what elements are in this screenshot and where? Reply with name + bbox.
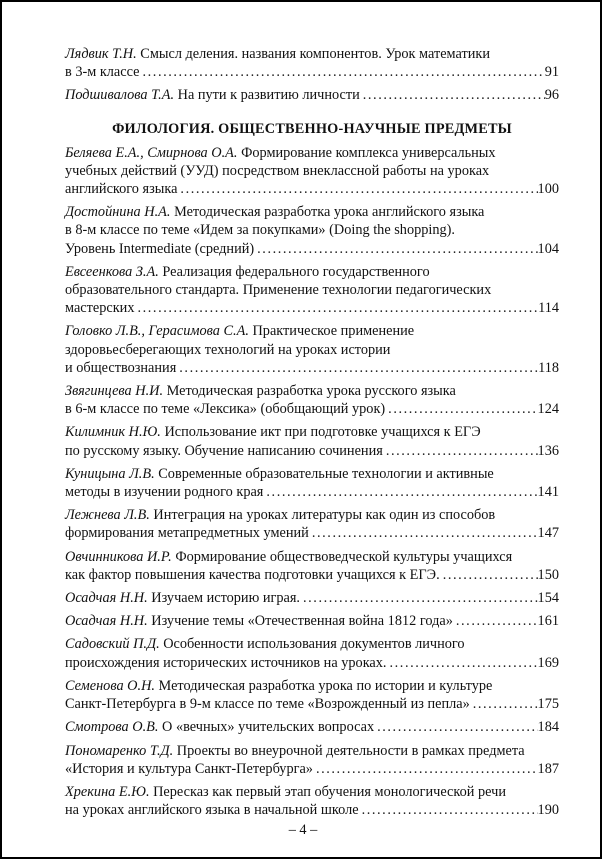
- entry-page-number: 141: [537, 484, 559, 501]
- entry-title-end: методы в изучении родного края: [65, 484, 264, 501]
- entry-page-number: 154: [537, 590, 559, 607]
- entry-title-text: Использование икт при подготовке учащихся к ЕГЭ: [164, 424, 481, 441]
- entry-title-end: как фактор повышения качества подготовки учащихся к ЕГЭ.: [65, 566, 440, 583]
- dot-leader: [385, 400, 537, 418]
- entry-author: Семенова О.Н.: [65, 677, 155, 694]
- dot-leader: [453, 612, 538, 630]
- entry-title-text: [65, 589, 300, 607]
- entry-title-end: Изучаем историю играя.: [151, 590, 300, 607]
- toc-entry[interactable]: [65, 423, 559, 459]
- toc-entry[interactable]: [65, 548, 559, 584]
- entry-title-line: [65, 341, 559, 359]
- dot-leader: [387, 654, 538, 672]
- entry-title-end: и обществознания: [65, 359, 177, 376]
- entry-page-number: 169: [537, 654, 559, 671]
- entry-title-text: Методическая разработка урока английского языка: [174, 204, 485, 221]
- section-title: ФИЛОЛОГИЯ. ОБЩЕСТВЕННО-НАУЧНЫЕ ПРЕДМЕТЫ: [112, 120, 512, 137]
- entry-title-text: [65, 63, 140, 81]
- dot-leader: [440, 566, 538, 584]
- entry-page-number: 136: [537, 442, 559, 459]
- entry-title-text: [65, 654, 387, 672]
- entry-title-text: Практическое применение: [252, 323, 415, 340]
- entry-title-text: [65, 760, 313, 778]
- entry-title-text: [65, 240, 254, 258]
- entry-page-number: 124: [537, 401, 559, 418]
- entry-author: Осадчая Н.Н.: [65, 590, 148, 607]
- entry-title-line: [65, 548, 559, 566]
- toc-entry[interactable]: [65, 45, 559, 81]
- entry-title-end: по русскому языку. Обучение написанию сочинения: [65, 442, 383, 459]
- entry-title-line: [65, 677, 559, 695]
- entry-title-text: [65, 359, 176, 377]
- entry-title-end: формирования метапредметных умений: [65, 525, 309, 542]
- entry-title-text: Формирование комплекса универсальных: [241, 144, 496, 161]
- entry-title-end: в 6-м классе по теме «Лексика» (обобщающий урок): [65, 401, 386, 418]
- toc-entry[interactable]: [65, 144, 559, 199]
- page-number-footer: – 4 –: [288, 822, 318, 838]
- entry-page-number: 161: [537, 613, 559, 630]
- toc-main-list: [65, 144, 559, 820]
- entry-title-text: в 8-м классе по теме «Идем за покупками» (Doing the shopping).: [65, 222, 456, 239]
- entry-title-text: Интеграция на уроках литературы как один из способов: [153, 507, 496, 524]
- entry-title-end: на уроках английского языка в начальной школе: [65, 802, 359, 819]
- table-of-contents: [65, 45, 559, 824]
- entry-title-text: [65, 718, 374, 736]
- entry-title-text: [65, 180, 177, 198]
- entry-last-line: [65, 483, 559, 501]
- entry-author: Садовский П.Д.: [65, 636, 160, 653]
- entry-last-line: [65, 695, 559, 713]
- entry-author: Килимник Н.Ю.: [65, 424, 161, 441]
- entry-title-text: [65, 695, 470, 713]
- entry-last-line: [65, 589, 559, 607]
- toc-entry[interactable]: [65, 506, 559, 542]
- entry-last-line: [65, 524, 559, 542]
- entry-page-number: 118: [538, 359, 559, 376]
- entry-title-line: [65, 203, 559, 221]
- dot-leader: [374, 718, 537, 736]
- toc-entry[interactable]: [65, 635, 559, 671]
- entry-last-line: [65, 63, 559, 81]
- toc-entry[interactable]: [65, 322, 559, 377]
- toc-entry[interactable]: [65, 86, 559, 104]
- toc-top-list: [65, 45, 559, 105]
- entry-page-number: 190: [537, 802, 559, 819]
- dot-leader: [140, 63, 545, 81]
- toc-entry[interactable]: [65, 742, 559, 778]
- entry-title-line: [65, 506, 559, 524]
- entry-author: Куницына Л.В.: [65, 465, 155, 482]
- entry-title-text: учебных действий (УУД) посредством внеклассной работы на уроках: [65, 162, 490, 179]
- dot-leader: [134, 299, 538, 317]
- entry-page-number: 184: [537, 719, 559, 736]
- entry-title-line: [65, 322, 559, 340]
- dot-leader: [470, 695, 538, 713]
- entry-page-number: 147: [537, 525, 559, 542]
- dot-leader: [176, 359, 538, 377]
- entry-title-text: Смысл деления. названия компонентов. Урок математики: [140, 46, 490, 62]
- toc-entry[interactable]: [65, 677, 559, 713]
- entry-author: Смотрова О.В.: [65, 719, 159, 736]
- entry-last-line: [65, 612, 559, 630]
- entry-last-line: [65, 566, 559, 584]
- entry-author: Лядвик Т.Н.: [65, 46, 137, 62]
- entry-title-end: Уровень Intermediate (средний): [65, 240, 255, 257]
- entry-title-text: Проекты во внеурочной деятельности в рамках предмета: [176, 742, 525, 759]
- entry-title-text: [65, 442, 383, 460]
- dot-leader: [309, 524, 538, 542]
- entry-title-text: [65, 400, 385, 418]
- entry-title-end: Санкт-Петербурга в 9-м классе по теме «Возрожденный из пепла»: [65, 696, 470, 713]
- entry-title-end: На пути к развитию личности: [177, 87, 360, 104]
- dot-leader: [383, 442, 538, 460]
- entry-last-line: [65, 400, 559, 418]
- entry-page-number: 96: [544, 87, 559, 104]
- entry-title-end: О «вечных» учительских вопросах: [162, 719, 375, 736]
- entry-author: Головко Л.В., Герасимова С.А.: [65, 323, 249, 340]
- entry-last-line: [65, 801, 559, 819]
- entry-last-line: [65, 240, 559, 258]
- entry-title-text: [65, 801, 359, 819]
- entry-page-number: 187: [537, 760, 559, 777]
- entry-title-text: Пересказ как первый этап обучения монологической речи: [153, 783, 506, 800]
- entry-last-line: [65, 359, 559, 377]
- entry-title-text: Методическая разработка урока русского языка: [166, 383, 456, 400]
- entry-title-text: здоровьесберегающих технологий на уроках истории: [65, 341, 391, 358]
- entry-title-text: Формирование обществоведческой культуры учащихся: [175, 548, 513, 565]
- entry-title-end: в 3-м классе: [65, 64, 140, 81]
- entry-title-text: Реализация федерального государственного: [162, 263, 430, 280]
- entry-author: Достойнина Н.А.: [65, 204, 171, 221]
- entry-last-line: [65, 180, 559, 198]
- entry-page-number: 114: [538, 300, 559, 317]
- entry-author: Беляева Е.А., Смирнова О.А.: [65, 144, 238, 161]
- toc-entry[interactable]: [65, 465, 559, 501]
- dot-leader: [263, 483, 537, 501]
- entry-page-number: 100: [537, 181, 559, 198]
- entry-title-line: [65, 45, 559, 63]
- entry-page-number: 104: [537, 240, 559, 257]
- toc-entry[interactable]: [65, 203, 559, 258]
- entry-title-line: [65, 281, 559, 299]
- entry-last-line: [65, 86, 559, 104]
- entry-title-line: [65, 263, 559, 281]
- dot-leader: [359, 801, 538, 819]
- toc-entry[interactable]: [65, 612, 559, 630]
- entry-page-number: 175: [537, 696, 559, 713]
- dot-leader: [254, 240, 537, 258]
- entry-title-text: [65, 612, 453, 630]
- entry-author: Звягинцева Н.И.: [65, 383, 164, 400]
- entry-author: Подшивалова Т.А.: [65, 87, 175, 104]
- entry-title-line: [65, 465, 559, 483]
- entry-title-text: [65, 566, 440, 584]
- entry-title-text: [65, 524, 309, 542]
- entry-title-line: [65, 144, 559, 162]
- entry-author: Осадчая Н.Н.: [65, 613, 148, 630]
- entry-title-end: «История и культура Санкт-Петербурга»: [65, 760, 313, 777]
- entry-author: Хрекина Е.Ю.: [65, 783, 150, 800]
- entry-page-number: 150: [537, 566, 559, 583]
- toc-entry[interactable]: [65, 382, 559, 418]
- entry-last-line: [65, 299, 559, 317]
- entry-title-text: [65, 86, 360, 104]
- entry-last-line: [65, 760, 559, 778]
- toc-entry[interactable]: [65, 783, 559, 819]
- dot-leader: [177, 180, 537, 198]
- toc-entry[interactable]: [65, 589, 559, 607]
- entry-title-line: [65, 783, 559, 801]
- entry-title-line: [65, 635, 559, 653]
- entry-title-end: мастерских: [65, 300, 135, 317]
- entry-last-line: [65, 718, 559, 736]
- entry-title-line: [65, 423, 559, 441]
- toc-entry[interactable]: [65, 718, 559, 736]
- dot-leader: [313, 760, 538, 778]
- entry-title-text: Современные образовательные технологии и активные: [158, 465, 494, 482]
- dot-leader: [300, 589, 538, 607]
- toc-entry[interactable]: [65, 263, 559, 318]
- entry-last-line: [65, 442, 559, 460]
- entry-title-line: [65, 162, 559, 180]
- entry-author: Евсеенкова З.А.: [65, 263, 159, 280]
- entry-title-end: английского языка: [65, 181, 178, 198]
- entry-author: Овчинникова И.Р.: [65, 548, 172, 565]
- entry-title-text: [65, 483, 263, 501]
- entry-author: Лежнева Л.В.: [65, 507, 150, 524]
- entry-title-line: [65, 382, 559, 400]
- entry-last-line: [65, 654, 559, 672]
- dot-leader: [360, 86, 545, 104]
- entry-title-line: [65, 742, 559, 760]
- entry-title-text: [65, 299, 134, 317]
- entry-title-line: [65, 221, 559, 239]
- entry-page-number: 91: [544, 64, 559, 81]
- entry-title-text: Методическая разработка урока по истории и культуре: [158, 677, 493, 694]
- entry-title-text: Особенности использования документов личного: [163, 636, 465, 653]
- entry-author: Пономаренко Т.Д.: [65, 742, 174, 759]
- entry-title-end: происхождения исторических источников на уроках.: [65, 654, 387, 671]
- entry-title-text: образовательного стандарта. Применение технологии педагогических: [65, 282, 492, 299]
- entry-title-end: Изучение темы «Отечественная война 1812 года»: [151, 613, 453, 630]
